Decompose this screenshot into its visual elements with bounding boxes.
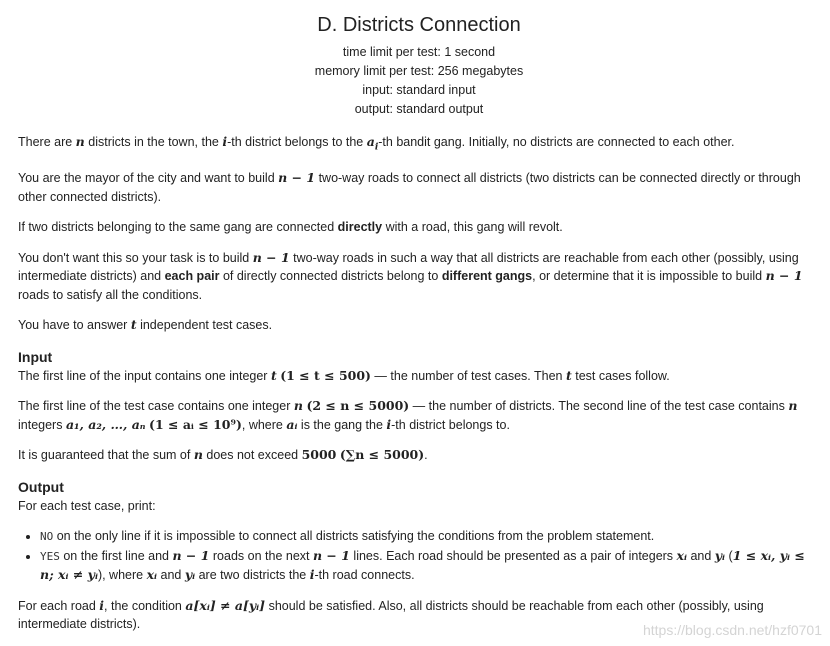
input-paragraph-1: The first line of the input contains one integer t (1 ≤ t ≤ 500) — the number of test cases. Then t test cases follow. [18,367,670,383]
output-intro: For each test case, print: [18,498,156,513]
statement-paragraph-3: If two districts belonging to the same gang are connected directly with a road, this gang will revolt. [18,220,563,234]
memory-limit: memory limit per test: 256 megabytes [314,64,524,78]
statement-paragraph-2: You are the mayor of the city and want to build n − 1 two-way roads to connect all districts (two districts can be connected directly or through other connected districts). [18,170,801,204]
list-item: • NO on the only line if it is impossible to connect all districts satisfying the conditions from the problem statement. [40,527,820,547]
input-paragraph-2: The first line of the test case contains one integer n (2 ≤ n ≤ 5000) — the number of districts. The second line of the test case contains n integers a₁, a₂, …, aₙ (1 ≤ aᵢ ≤ 10⁹), where aᵢ is the gang the i-th district belongs to. [18,398,798,432]
problem-title: D. Districts Connection [317,14,521,36]
math-i: i [222,134,228,149]
bold-each-pair: each pair [164,269,220,283]
statement-paragraph-5: You have to answer t independent test cases. [18,317,273,332]
input-paragraph-3: It is guaranteed that the sum of n does not exceed 5000 (∑n ≤ 5000). [18,447,428,462]
statement-paragraph-1: There are n districts in the town, the i-th district belongs to the $a_i-th$ bandit gang. Initially, no districts are connected to each other. [18,134,735,153]
bold-different-gangs: different gangs [441,269,533,283]
watermark: https://blog.csdn.net/hzf0701 [642,622,822,638]
math-n: n [75,134,85,149]
math-ai: $a_i$ [366,134,379,153]
bold-directly: directly [337,220,383,234]
output-final-paragraph: For each road i, the condition a[xᵢ] ≠ a[yᵢ] should be satisfied. Also, all districts should be reachable from each other (possibly, using intermediate districts). [18,597,764,631]
statement-paragraph-4: You don't want this so your task is to build n − 1 two-way roads in such a way that all districts are reachable from each other (possibly, using intermediate districts) and each pair of directly connected districts belong to different gangs, or determine that it is impossible to build n − 1 roads to satisfy all the conditions. [18,249,803,302]
input-spec: input: standard input [362,83,476,97]
list-item: • YES on the first line and n − 1 roads on the next n − 1 lines. Each road should be presented as a pair of integers xᵢ and yᵢ (1 ≤ xᵢ, yᵢ ≤ n; xᵢ ≠ yᵢ), where xᵢ and yᵢ are two districts the i-th road connects. [40,547,820,585]
math-n-minus-1: n − 1 [278,170,316,185]
problem-page [18,10,820,646]
output-spec: output: standard output [354,102,484,116]
input-heading: Input [18,348,53,365]
output-list [18,527,820,585]
time-limit: time limit per test: 1 second [342,45,496,59]
output-heading: Output [18,478,64,495]
